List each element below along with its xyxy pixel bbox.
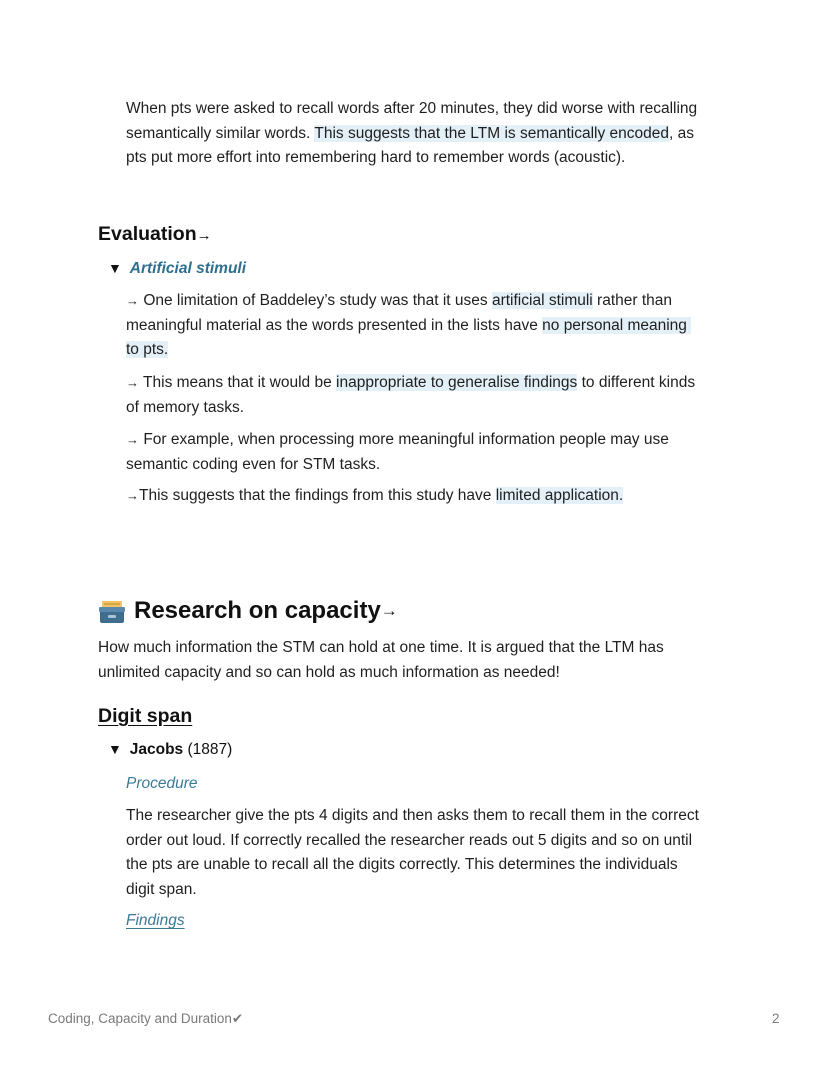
toggle-title: Artificial stimuli xyxy=(129,260,247,277)
arrow-icon: → xyxy=(126,432,139,447)
toggle-triangle-icon[interactable]: ▼ xyxy=(108,260,122,276)
highlight: inappropriate to generalise findings xyxy=(336,374,578,391)
capacity-heading: Research on capacity → xyxy=(98,597,398,625)
arrow-icon: → xyxy=(196,227,212,244)
page-number: 2 xyxy=(772,1011,780,1026)
toggle-jacobs[interactable] xyxy=(108,741,232,759)
digit-span-heading: Digit span xyxy=(98,705,193,727)
toggle-triangle-icon[interactable]: ▼ xyxy=(108,741,122,757)
intro-line-2: semantically similar words. This suggests that the LTM is semantically encoded, as xyxy=(126,124,695,142)
intro-line-3: pts put more effort into remembering hard to remember words (acoustic). xyxy=(126,149,626,166)
arrow-icon: → xyxy=(380,601,398,620)
highlight: limited application. xyxy=(495,487,624,504)
arrow-icon: → xyxy=(126,488,139,503)
study-year: (1887) xyxy=(183,741,233,758)
highlight: no personal meaning xyxy=(542,316,687,334)
highlight: artificial stimuli xyxy=(491,292,593,309)
capacity-description: How much information the STM can hold at one time. It is argued that the LTM has unlimited capacity and so can hold as much information as needed! xyxy=(98,639,664,681)
arrow-icon: → xyxy=(126,293,139,308)
arrow-icon: → xyxy=(126,375,139,390)
intro-line-1: When pts were asked to recall words after 20 minutes, they did worse with recalling xyxy=(126,100,698,117)
procedure-label: Procedure xyxy=(126,775,198,792)
procedure-paragraph: The researcher give the pts 4 digits and then asks them to recall them in the correct order out loud. If correctly recalled the researcher reads out 5 digits and so on until the pts are unable to recall all the digits correctly. This determines the individuals digit span. xyxy=(126,807,699,898)
highlight: This suggests that the LTM is semantically encoded xyxy=(314,124,670,142)
highlight: to pts. xyxy=(126,341,169,358)
eval-point-1: → One limitation of Baddeley’s study was that it uses artificial stimuli rather than meaningful material as the words presented in the lists have no personal meaning to pts. xyxy=(126,289,691,363)
eval-point-4: →This suggests that the findings from this study have limited application. xyxy=(126,487,624,504)
eval-point-2: → This means that it would be inappropriate to generalise findings to different kinds of memory tasks. xyxy=(126,374,696,416)
researcher-name: Jacobs xyxy=(129,741,184,758)
evaluation-heading: Evaluation→ xyxy=(98,223,212,245)
card-file-box-icon xyxy=(98,598,126,624)
eval-point-3: → For example, when processing more meaningful information people may use semantic coding even for STM tasks. xyxy=(126,431,669,473)
findings-link[interactable]: Findings xyxy=(126,912,185,929)
toggle-artificial-stimuli[interactable] xyxy=(108,260,246,278)
intro-paragraph xyxy=(126,97,697,171)
footer-title: Coding, Capacity and Duration✔ xyxy=(48,1011,244,1026)
